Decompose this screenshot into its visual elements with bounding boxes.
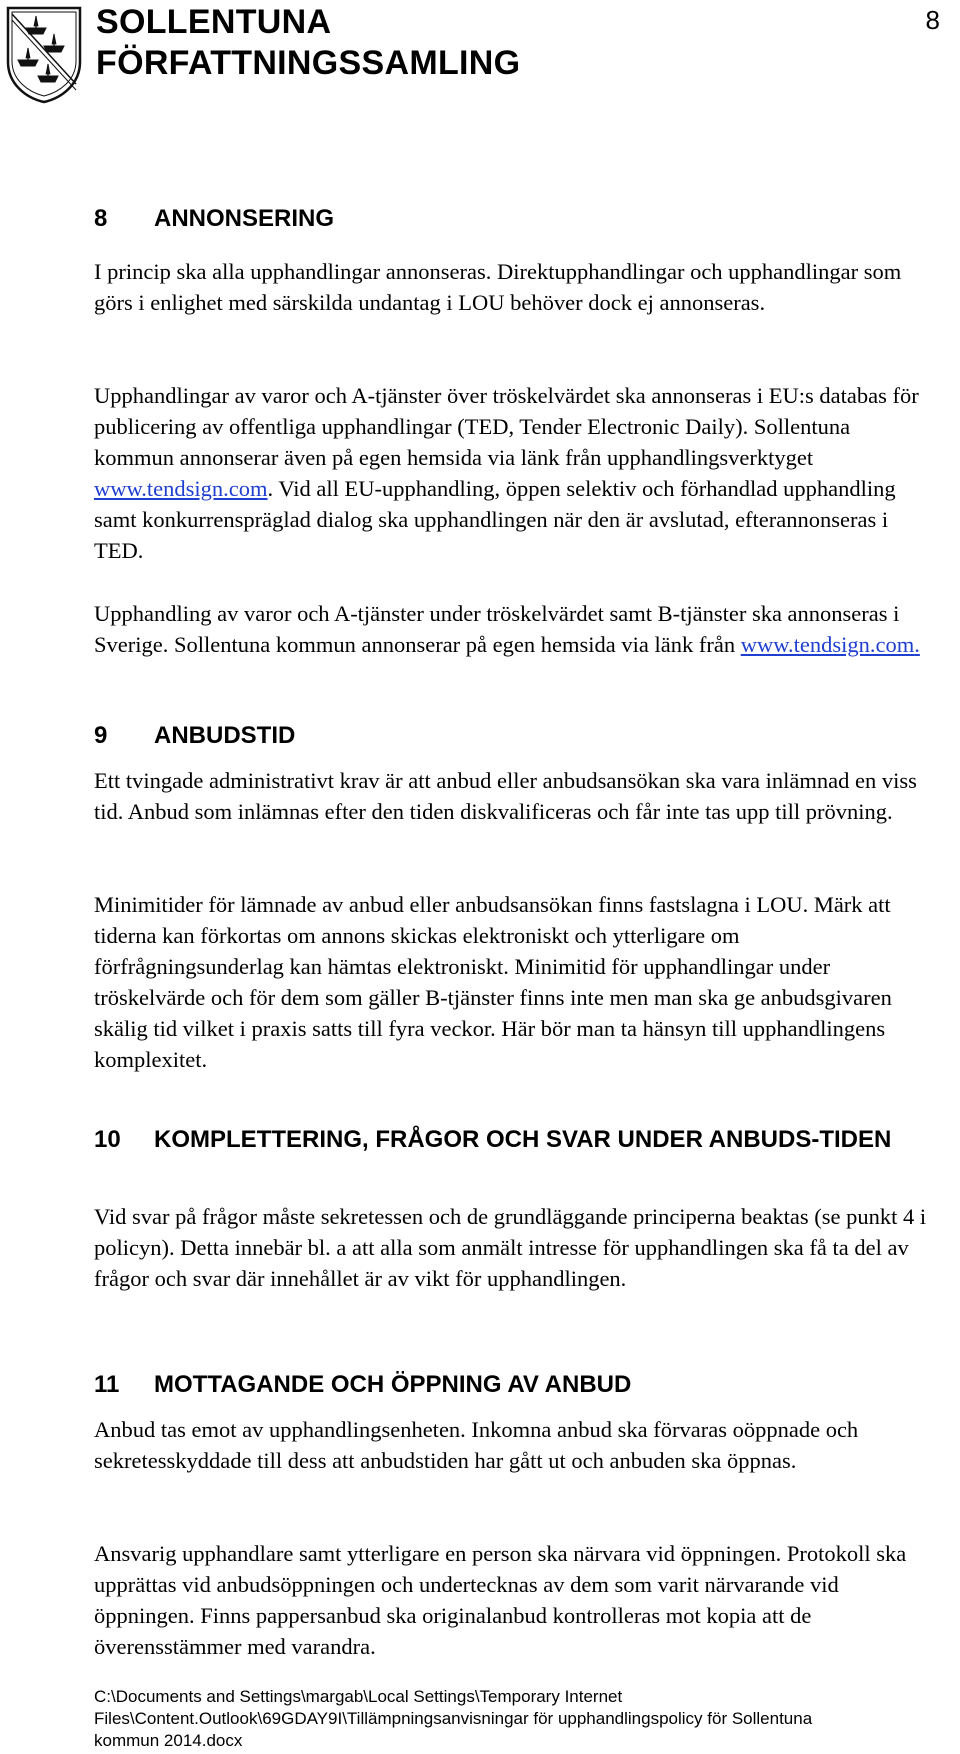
paragraph-text: . Vid all EU-upphandling, öppen selektiv och förhandlad upphandling samt konkurrenspräglad dialog ska upphandlingen när den är avslutad, efterannonseras i TED. bbox=[94, 476, 896, 563]
footer-file-path bbox=[94, 1686, 914, 1752]
footer-path-line: C:\Documents and Settings\margab\Local Settings\Temporary Internet bbox=[94, 1687, 623, 1706]
paragraph bbox=[94, 380, 932, 566]
section-number: 11 bbox=[94, 1371, 120, 1398]
paragraph bbox=[94, 598, 932, 660]
section-number: 8 bbox=[94, 205, 108, 232]
paragraph: Anbud tas emot av upphandlingsenheten. Inkomna anbud ska förvaras oöppnade och sekretesskyddade till dess att anbudstiden har gått ut och anbuden ska öppnas. bbox=[94, 1417, 859, 1473]
paragraph: Minimitider för lämnade av anbud eller anbudsansökan finns fastslagna i LOU. Märk att tiderna kan förkortas om annons skickas elektroniskt och ytterligare om förfrågningsunderlag kan hämtas elektroniskt. Minimitid för upphandlingar under tröskelvärde och för dem som gäller B-tjänster finns inte men man ska ge anbudsgivaren skälig tid vilket i praxis satts till fyra veckor. Här bör man ta hänsyn till upphandlingens komplexitet. bbox=[94, 892, 892, 1072]
paragraph: Vid svar på frågor måste sekretessen och de grundläggande principerna beaktas (se punkt 4 i policyn). Detta innebär bl. a att alla som anmält intresse för upphandlingen ska få ta del av frågor och svar där innehållet är av vikt för upphandlingen. bbox=[94, 1204, 927, 1291]
org-name-line1: SOLLENTUNA bbox=[96, 3, 332, 41]
tendsign-link[interactable]: www.tendsign.com bbox=[94, 476, 268, 501]
section-heading: ANBUDSTID bbox=[154, 722, 296, 749]
section-number: 9 bbox=[94, 722, 108, 749]
section-number: 10 bbox=[94, 1126, 121, 1153]
paragraph: Ett tvingade administrativt krav är att anbud eller anbudsansökan ska vara inlämnad en viss tid. Anbud som inlämnas efter den tiden diskvalificeras och får inte tas upp till prövning. bbox=[94, 768, 917, 824]
section-heading: KOMPLETTERING, FRÅGOR OCH SVAR UNDER ANBUDS-TIDEN bbox=[154, 1126, 892, 1153]
paragraph-text: Upphandling av varor och A-tjänster under tröskelvärdet samt B-tjänster ska annonseras i Sverige. Sollentuna kommun annonserar på egen hemsida via länk från bbox=[94, 601, 900, 657]
municipal-crest-ships-icon bbox=[4, 4, 84, 104]
section-heading: MOTTAGANDE OCH ÖPPNING AV ANBUD bbox=[154, 1371, 632, 1398]
section-heading: ANNONSERING bbox=[154, 205, 335, 232]
paragraph: I princip ska alla upphandlingar annonseras. Direktupphandlingar och upphandlingar som görs i enlighet med särskilda undantag i LOU behöver dock ej annonseras. bbox=[94, 259, 902, 315]
footer-path-line: kommun 2014.docx bbox=[94, 1731, 243, 1750]
footer-path-line: Files\Content.Outlook\69GDAY9I\Tillämpningsanvisningar för upphandlingspolicy för Sollentuna bbox=[94, 1709, 813, 1728]
paragraph-text: Upphandlingar av varor och A-tjänster över tröskelvärdet ska annonseras i EU:s databas för publicering av offentliga upphandlingar (TED, Tender Electronic Daily). Sollentuna kommun annonserar även på egen hemsida via länk från upphandlingsverktyget bbox=[94, 383, 919, 470]
page-number: 8 bbox=[925, 5, 940, 35]
paragraph: Ansvarig upphandlare samt ytterligare en person ska närvara vid öppningen. Protokoll ska upprättas vid anbudsöppningen och undertecknas av dem som varit närvarande vid öppningen. Finns pappersanbud ska originalanbud kontrolleras mot kopia att de överensstämmer med varandra. bbox=[94, 1541, 907, 1659]
link-trailing-period: . bbox=[914, 632, 920, 657]
tendsign-link[interactable]: www.tendsign.com bbox=[740, 632, 915, 657]
org-name-line2: FÖRFATTNINGSSAMLING bbox=[96, 44, 521, 82]
